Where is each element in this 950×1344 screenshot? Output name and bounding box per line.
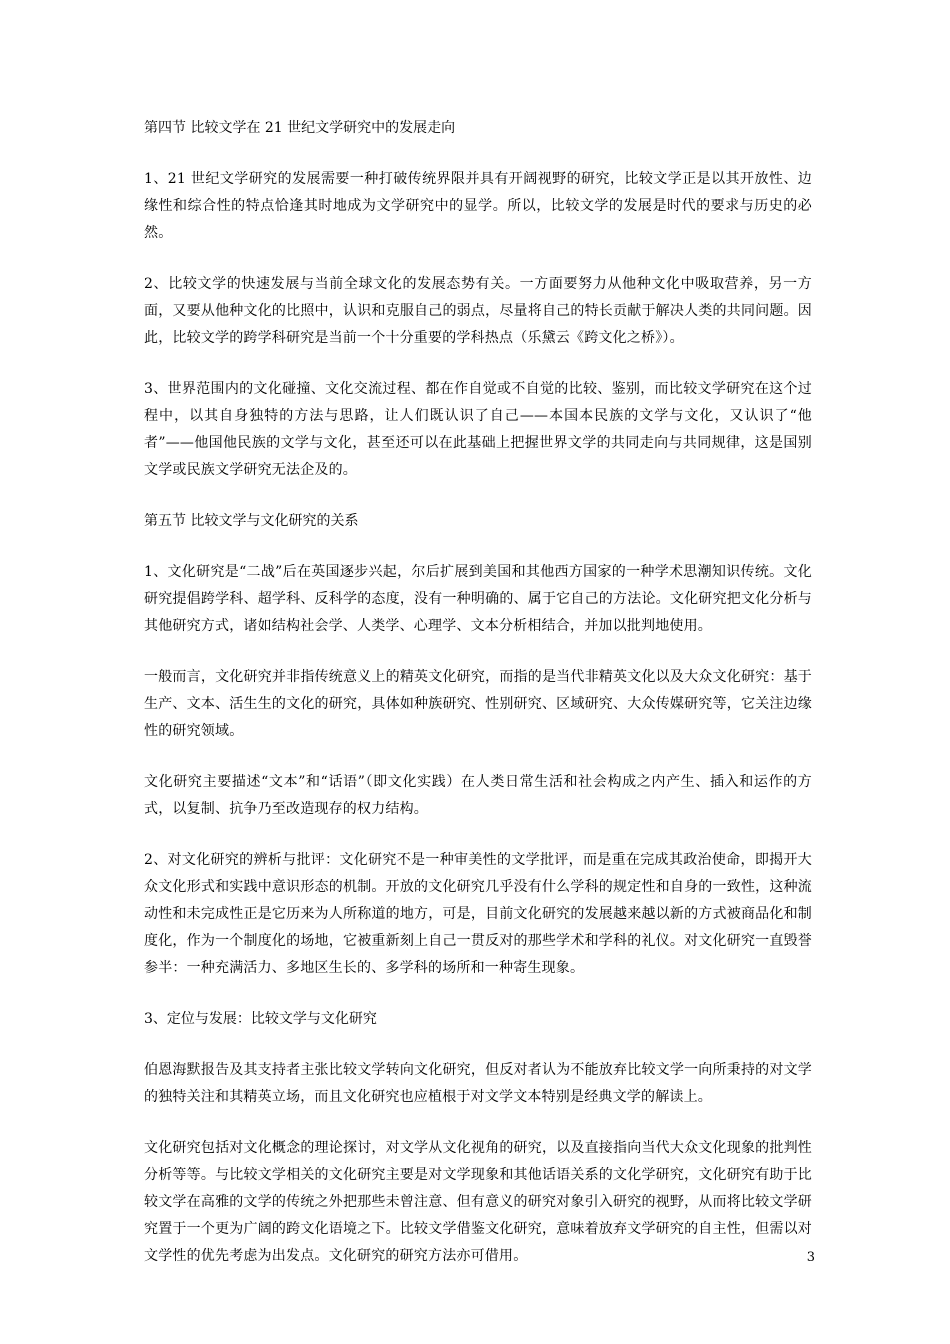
subsection-heading: 3、定位与发展：比较文学与文化研究 — [144, 1011, 377, 1027]
paragraph: 文化研究包括对文化概念的理论探讨，对文学从文化视角的研究，以及直接指向当代大众文化现象的批判性分析等等。与比较文学相关的文化研究主要是对文学现象和其他话语关系的文化学研究，文化研究有助于比较文学在高雅的文学的传统之外把那些未曾注意、但有意义的研究对象引入研究的视野，从而将比较文学研究置于一个更为广阔的跨文化语境之下。比较文学借鉴文化研究，意味着放弃文学研究的自主性，但需以对文学性的优先考虑为出发点。文化研究的研究方法亦可借用。 — [144, 1140, 812, 1264]
page-number: 3 — [806, 1250, 815, 1265]
section-heading-5: 第五节 比较文学与文化研究的关系 — [144, 513, 359, 529]
paragraph: 3、世界范围内的文化碰撞、文化交流过程、都在作自觉或不自觉的比较、鉴别，而比较文学研究在这个过程中，以其自身独特的方法与思路，让人们既认识了自己——本国本民族的文学与文化，又认识了“他者”——他国他民族的文学与文化，甚至还可以在此基础上把握世界文学的共同走向与共同规律，这是国别文学或民族文学研究无法企及的。 — [144, 381, 812, 478]
paragraph: 2、对文化研究的辨析与批评：文化研究不是一种审美性的文学批评，而是重在完成其政治使命，即揭开大众文化形式和实践中意识形态的机制。开放的文化研究几乎没有什么学科的规定性和自身的一致性，这种流动性和未完成性正是它历来为人所称道的地方，可是，目前文化研究的发展越来越以新的方式被商品化和制度化，作为一个制度化的场地，它被重新刻上自己一贯反对的那些学术和学科的礼仪。对文化研究一直毁誉参半：一种充满活力、多地区生长的、多学科的场所和一种寄生现象。 — [144, 852, 812, 976]
document-body — [144, 115, 812, 1294]
section-heading-4: 第四节 比较文学在 21 世纪文学研究中的发展走向 — [144, 120, 456, 136]
paragraph: 一般而言，文化研究并非指传统意义上的精英文化研究，而指的是当代非精英文化以及大众文化研究：基于生产、文本、活生生的文化的研究，具体如种族研究、性别研究、区域研究、大众传媒研究等，它关注边缘性的研究领域。 — [144, 669, 812, 739]
paragraph: 1、21 世纪文学研究的发展需要一种打破传统界限并具有开阔视野的研究，比较文学正是以其开放性、边缘性和综合性的特点恰逢其时地成为文学研究中的显学。所以，比较文学的发展是时代的要求与历史的必然。 — [144, 171, 812, 241]
paragraph: 1、文化研究是“二战”后在英国逐步兴起，尔后扩展到美国和其他西方国家的一种学术思潮知识传统。文化研究提倡跨学科、超学科、反科学的态度，没有一种明确的、属于它自己的方法论。文化研究把文化分析与其他研究方式，诸如结构社会学、人类学、心理学、文本分析相结合，并加以批判地使用。 — [144, 564, 812, 634]
paragraph: 2、比较文学的快速发展与当前全球文化的发展态势有关。一方面要努力从他种文化中吸取营养，另一方面，又要从他种文化的比照中，认识和克服自己的弱点，尽量将自己的特长贡献于解决人类的共同问题。因此，比较文学的跨学科研究是当前一个十分重要的学科热点（乐黛云《跨文化之桥》）。 — [144, 276, 812, 346]
paragraph: 文化研究主要描述“文本”和“话语”（即文化实践）在人类日常生活和社会构成之内产生、插入和运作的方式，以复制、抗争乃至改造现存的权力结构。 — [144, 774, 812, 817]
paragraph: 伯恩海默报告及其支持者主张比较文学转向文化研究，但反对者认为不能放弃比较文学一向所秉持的对文学的独特关注和其精英立场，而且文化研究也应植根于对文学文本特别是经典文学的解读上。 — [144, 1062, 812, 1105]
